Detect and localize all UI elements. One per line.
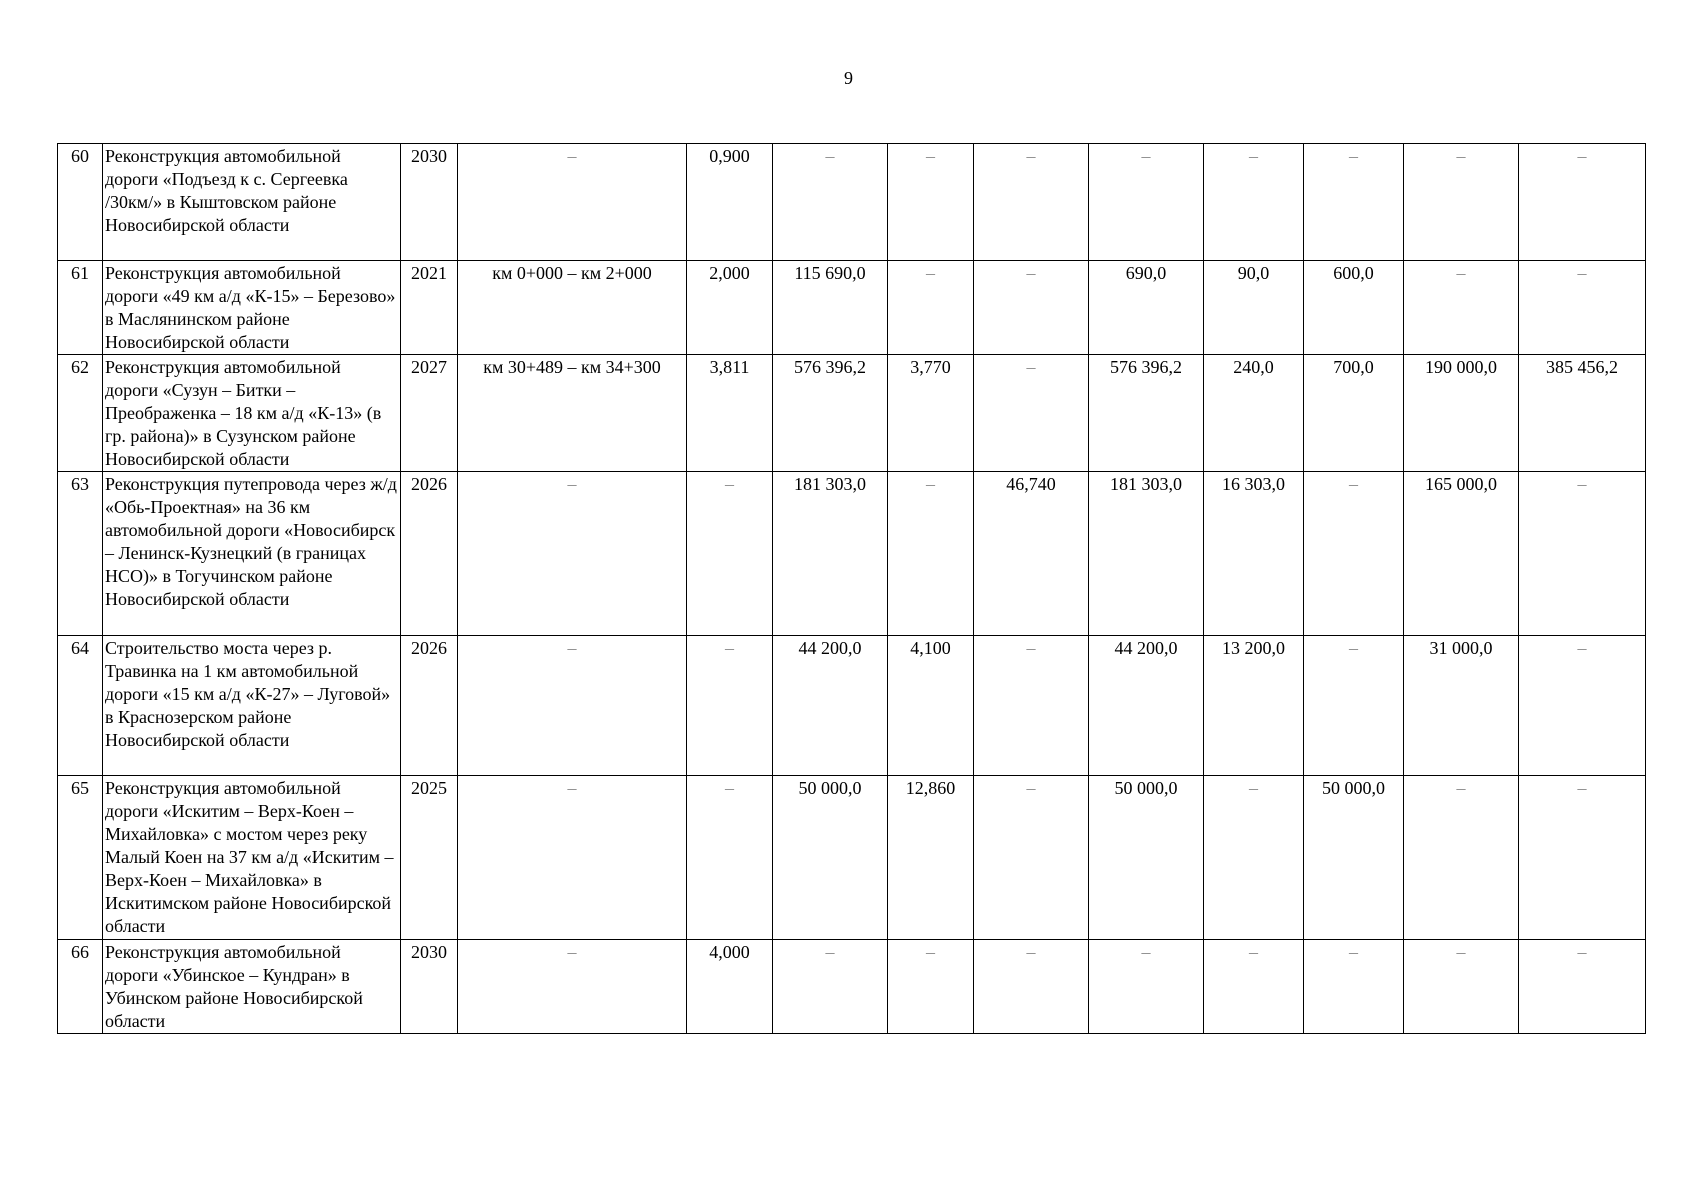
cell-c7: – xyxy=(974,261,1089,355)
row-number: 61 xyxy=(58,261,103,355)
section: – xyxy=(458,636,687,776)
cell-c10: – xyxy=(1304,472,1404,636)
cell-c11: – xyxy=(1404,940,1519,1034)
row-number: 63 xyxy=(58,472,103,636)
cell-c8: – xyxy=(1089,144,1204,261)
length: 3,811 xyxy=(687,355,773,472)
cell-c5: 44 200,0 xyxy=(773,636,888,776)
cell-c6: – xyxy=(888,940,974,1034)
length: 0,900 xyxy=(687,144,773,261)
cell-c6: – xyxy=(888,144,974,261)
cell-c11: 190 000,0 xyxy=(1404,355,1519,472)
cell-c8: 690,0 xyxy=(1089,261,1204,355)
cell-c6: – xyxy=(888,472,974,636)
cell-c9: – xyxy=(1204,144,1304,261)
page-number: 9 xyxy=(844,68,853,88)
cell-c9: 90,0 xyxy=(1204,261,1304,355)
cell-c12: – xyxy=(1519,940,1646,1034)
year: 2025 xyxy=(401,776,458,940)
cell-c5: 50 000,0 xyxy=(773,776,888,940)
year: 2021 xyxy=(401,261,458,355)
row-number: 64 xyxy=(58,636,103,776)
year: 2030 xyxy=(401,940,458,1034)
cell-c12: – xyxy=(1519,472,1646,636)
cell-c6: 4,100 xyxy=(888,636,974,776)
cell-c11: 31 000,0 xyxy=(1404,636,1519,776)
cell-c8: 50 000,0 xyxy=(1089,776,1204,940)
length: – xyxy=(687,636,773,776)
cell-c10: – xyxy=(1304,636,1404,776)
section: – xyxy=(458,472,687,636)
cell-c12: – xyxy=(1519,144,1646,261)
cell-c5: 115 690,0 xyxy=(773,261,888,355)
length: – xyxy=(687,776,773,940)
cell-c11: 165 000,0 xyxy=(1404,472,1519,636)
year: 2030 xyxy=(401,144,458,261)
project-name: Строительство моста через р. Травинка на 1 км автомобильной дороги «15 км а/д «К-27» – Луговой» в Краснозерском районе Новосибирской области xyxy=(103,636,401,776)
length: – xyxy=(687,472,773,636)
year: 2027 xyxy=(401,355,458,472)
table-row xyxy=(58,776,1646,940)
project-name: Реконструкция автомобильной дороги «Подъезд к с. Сергеевка /30км/» в Кыштовском районе Новосибирской области xyxy=(103,144,401,261)
table-row xyxy=(58,472,1646,636)
project-name: Реконструкция автомобильной дороги «49 км а/д «К-15» – Березово» в Маслянинском районе Новосибирской области xyxy=(103,261,401,355)
section: – xyxy=(458,776,687,940)
project-name: Реконструкция путепровода через ж/д «Обь-Проектная» на 36 км автомобильной дороги «Новосибирск – Ленинск-Кузнецкий (в границах НСО)» в Тогучинском районе Новосибирской области xyxy=(103,472,401,636)
cell-c11: – xyxy=(1404,776,1519,940)
cell-c7: – xyxy=(974,144,1089,261)
cell-c10: – xyxy=(1304,940,1404,1034)
cell-c5: – xyxy=(773,144,888,261)
table-row xyxy=(58,355,1646,472)
cell-c10: – xyxy=(1304,144,1404,261)
cell-c11: – xyxy=(1404,144,1519,261)
row-number: 62 xyxy=(58,355,103,472)
cell-c6: 3,770 xyxy=(888,355,974,472)
cell-c7: 46,740 xyxy=(974,472,1089,636)
cell-c12: – xyxy=(1519,636,1646,776)
table-row xyxy=(58,144,1646,261)
cell-c5: 576 396,2 xyxy=(773,355,888,472)
row-number: 66 xyxy=(58,940,103,1034)
length: 4,000 xyxy=(687,940,773,1034)
cell-c7: – xyxy=(974,940,1089,1034)
cell-c9: – xyxy=(1204,940,1304,1034)
section: км 0+000 – км 2+000 xyxy=(458,261,687,355)
cell-c10: 700,0 xyxy=(1304,355,1404,472)
cell-c10: 600,0 xyxy=(1304,261,1404,355)
project-name: Реконструкция автомобильной дороги «Искитим – Верх-Коен – Михайловка» с мостом через реку Малый Коен на 37 км а/д «Искитим – Верх-Коен – Михайловка» в Искитимском районе Новосибирской области xyxy=(103,776,401,940)
cell-c8: 181 303,0 xyxy=(1089,472,1204,636)
length: 2,000 xyxy=(687,261,773,355)
cell-c6: – xyxy=(888,261,974,355)
section: – xyxy=(458,144,687,261)
cell-c5: 181 303,0 xyxy=(773,472,888,636)
cell-c6: 12,860 xyxy=(888,776,974,940)
cell-c7: – xyxy=(974,636,1089,776)
table-row xyxy=(58,636,1646,776)
cell-c5: – xyxy=(773,940,888,1034)
table-row xyxy=(58,261,1646,355)
cell-c8: 44 200,0 xyxy=(1089,636,1204,776)
road-projects-table xyxy=(57,143,1646,1034)
cell-c7: – xyxy=(974,355,1089,472)
project-name: Реконструкция автомобильной дороги «Убинское – Кундран» в Убинском районе Новосибирской области xyxy=(103,940,401,1034)
cell-c9: – xyxy=(1204,776,1304,940)
cell-c12: 385 456,2 xyxy=(1519,355,1646,472)
section: – xyxy=(458,940,687,1034)
year: 2026 xyxy=(401,472,458,636)
section: км 30+489 – км 34+300 xyxy=(458,355,687,472)
cell-c12: – xyxy=(1519,261,1646,355)
cell-c7: – xyxy=(974,776,1089,940)
cell-c9: 16 303,0 xyxy=(1204,472,1304,636)
table-row xyxy=(58,940,1646,1034)
year: 2026 xyxy=(401,636,458,776)
cell-c11: – xyxy=(1404,261,1519,355)
cell-c8: 576 396,2 xyxy=(1089,355,1204,472)
cell-c9: 13 200,0 xyxy=(1204,636,1304,776)
cell-c9: 240,0 xyxy=(1204,355,1304,472)
cell-c12: – xyxy=(1519,776,1646,940)
row-number: 60 xyxy=(58,144,103,261)
cell-c8: – xyxy=(1089,940,1204,1034)
row-number: 65 xyxy=(58,776,103,940)
project-name: Реконструкция автомобильной дороги «Сузун – Битки – Преображенка – 18 км а/д «К-13» (в гр. района)» в Сузунском районе Новосибирской области xyxy=(103,355,401,472)
cell-c10: 50 000,0 xyxy=(1304,776,1404,940)
